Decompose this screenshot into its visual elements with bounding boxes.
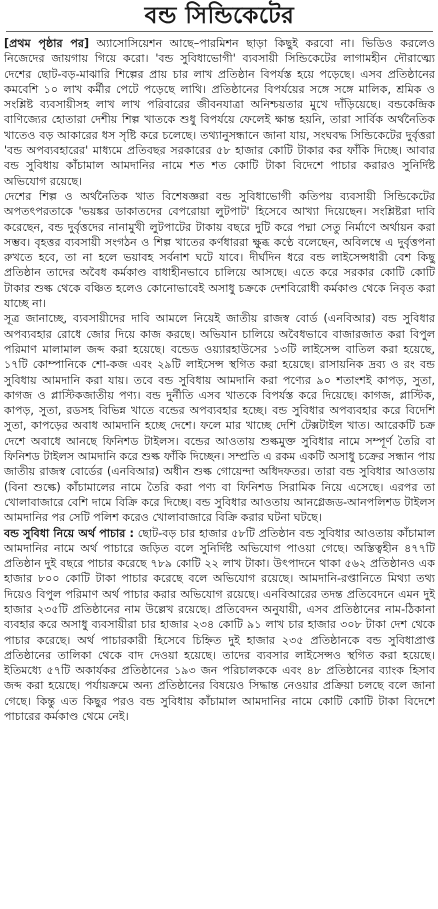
- subhead-lead: বন্ড সুবিধা নিয়ে অর্থ পাচার :: [4, 526, 134, 540]
- paragraph-3: সূত্র জানাচ্ছে, ব্যবসায়ীদের দাবি আমলে নিয়েই জাতীয় রাজস্ব বোর্ড (এনবিআর) বন্ড সুবিধার অপব্যবহার রোধে জোর দিয়ে কাজ করছে। অভিযান চালিয়ে অবৈধভাবে বাজারজাত করা বিপুল পরিমাণ মালামাল জব্দ করা হয়েছে। বন্ডেড ওয়্যারহাউসের ১৩টি লাইসেন্স বাতিল করা হয়েছে, ১৭টি কোম্পানিকে শো-কজ এবং ২৯টি লাইসেন্স স্থগিত করা হয়েছে। রাসায়নিক দ্রব্য ও রং বন্ড সুবিধায় আমদানি করা যায়। তবে বন্ড সুবিধায় আমদানি করা পণ্যের ৯০ শতাংশই কাপড়, সুতা, কাগজ ও প্লাস্টিকজাতীয় পণ্য। বন্ড দুর্নীতি এসব খাতকে বিপর্যস্ত করে দিয়েছে। কাগজ, প্লাস্টিক, কাপড়, সুতা, রডসহ বিভিন্ন খাতে বন্ডের অপব্যবহার হচ্ছে। বন্ড সুবিধার অপব্যবহার করে বিদেশি সুতা, কাপড়ের অবাধ আমদানি হচ্ছে দেশে। ফলে মার খাচ্ছে দেশি টেক্সটাইল খাত। আরেকটি চক্র দেশে অবাধে আনছে ফিনিশড টাইলস। বন্ডের আওতায় শুল্কমুক্ত সুবিধার নামে সম্পূর্ণ তৈরি বা ফিনিশড টাইলস আমদানি করে শুল্ক ফাঁকি দিচ্ছেন। সম্প্রতি এ রকম একটি অসাধু চক্রের সন্ধান পায় জাতীয় রাজস্ব বোর্ডের (এনবিআর) অধীন শুল্ক গোয়েন্দা অধিদফতর। তারা বন্ড সুবিধার আওতায় (বিনা শুল্কে) কাঁচামালের নামে তৈরি করা পণ্য বা ফিনিশড সিরামিক নিয়ে এসেছে। এরপর তা খোলাবাজারে বেশি দামে বিক্রি করে দিচ্ছে। বন্ড সুবিধার আওতায় আনগ্লেজড-আনপলিশড টাইলস আমদানির পর সেটি পলিশ করেও খোলাবাজারে বিক্রি করার ঘটনা ঘটছে।: [4, 312, 435, 525]
- paragraph-4: [4, 526, 435, 725]
- paragraph-1: [4, 36, 435, 189]
- headline: বন্ড সিন্ডিকেটের: [6, 0, 433, 32]
- paragraph-2: দেশের শিল্প ও অর্থনৈতিক খাত বিশেষজ্ঞরা বন্ড সুবিধাভোগী কতিপয় ব্যবসায়ী সিন্ডিকেটের অপতৎপরতাকে 'ভয়ঙ্কর ডাকাতদের বেপরোয়া লুটপাট' হিসেবে আখ্যা দিয়েছেন। সংশ্লিষ্টরা দাবি করেছেন, বন্ড দুর্বৃত্তদের নানামুখী লুটপাটের টাকায় বছরে দুটি করে পদ্মা সেতু নির্মাণে অর্থায়ন করা সম্ভব। বৃহত্তর ব্যবসায়ী সংগঠন ও শিল্প খাতের কর্ণধাররা ক্ষুব্ধ কণ্ঠে বলেছেন, অবিলম্বে এ দুর্বৃত্তপনা রুখতে হবে, তা না হলে ভয়াবহ সর্বনাশ ঘটে যাবে। দীর্ঘদিন ধরে বন্ড লাইসেন্সধারী বেশ কিছু প্রতিষ্ঠান তাদের অবৈধ কর্মকাণ্ড বাধাহীনভাবে চালিয়ে আসছে। এতে করে সরকার কোটি কোটি টাকার শুল্ক থেকে বঞ্চিত হলেও কোনোভাবেই অসাধু চক্রকে দেশবিরোধী কর্মকাণ্ড থেকে নিবৃত করা যাচ্ছে না।: [4, 189, 435, 311]
- paragraph-text: অ্যাসোসিয়েশন আছে–পারমিশন ছাড়া কিছুই করবো না। ভিডিও করলেও নিজেদের জায়গায় গিয়ে করো। 'বন্ড সুবিধাভোগী' ব্যবসায়ী সিন্ডিকেটের লাগামহীন দৌরাত্ম্যে দেশের ছোট-বড়-মাঝারি শিল্পের প্রায় চার লাখ প্রতিষ্ঠান বিপর্যস্ত হয়ে পড়েছে। এসব প্রতিষ্ঠানের কমবেশি ১০ লাখ কর্মীর পেটে পড়েছে লাথি। প্রতিষ্ঠানের বিপর্যয়ের সঙ্গে সঙ্গে মালিক, শ্রমিক ও সংশ্লিষ্ট ব্যবসায়ীসহ লাখ লাখ পরিবারের জীবনযাত্রা অনিশ্চয়তার মুখে দাঁড়িয়েছে। বন্ডকেন্দ্রিক বাণিজ্যের হোতারা দেশীয় শিল্প খাতকে শুধু বিপর্যয়ে ফেলেই ক্ষান্ত হয়নি, তারা সার্বিক অর্থনৈতিক খাতেও বড় আকারের ধস সৃষ্টি করে চলেছে। তথ্যানুসন্ধানে জানা যায়, সংঘবদ্ধ সিন্ডিকেটের দুর্বৃত্তরা 'বন্ড অপব্যবহারের' মাধ্যমে প্রতিবছর সরকারের ৫৮ হাজার কোটি টাকার কর ফাঁকি দিচ্ছে। আবার বন্ড সুবিধায় কাঁচামাল আমদানির নামে শত শত কোটি টাকা বিদেশে পাচার করারও সুনির্দিষ্ট অভিযোগ রয়েছে।: [4, 37, 436, 188]
- continuation-tag: [প্রথম পৃষ্ঠার পর]: [4, 37, 90, 50]
- paragraph-text: ছোট-বড় চার হাজার ৫৮টি প্রতিষ্ঠান বন্ড সুবিধার আওতায় কাঁচামাল আমদানির নামে অর্থ পাচারে জড়িত বলে সুনির্দিষ্ট অভিযোগ পাওয়া গেছে। অস্তিত্বহীন ৪৭৭টি প্রতিষ্ঠান দুই বছরে পাচার করেছে ৭৮৯ কোটি ২২ লাখ টাকা। উৎপাদনে থাকা ৫৬২ প্রতিষ্ঠানও এক হাজার ৮০০ কোটি টাকা পাচার করেছে বলে অভিযোগ রয়েছে। আমদানি-রপ্তানিতে মিথ্যা তথ্য দিয়েও বিপুল পরিমাণ অর্থ পাচার করার অভিযোগ রয়েছে। এনবিআরের তদন্ত প্রতিবেদনে এমন দুই হাজার ২৩৫টি প্রতিষ্ঠানের নাম উল্লেখ রয়েছে। প্রতিবেদন অনুযায়ী, এসব প্রতিষ্ঠানের নাম-ঠিকানা ব্যবহার করে অসাধু ব্যবসায়ীরা চার হাজার ২৩৪ কোটি ৯১ লাখ চার হাজার ৩০৮ টাকা দেশ থেকে পাচার করেছে। অর্থ পাচারকারী হিসেবে চিহ্নিত দুই হাজার ২৩৫ প্রতিষ্ঠানকে বন্ড সুবিধাপ্রাপ্ত প্রতিষ্ঠানের তালিকা থেকে বাদ দেওয়া হয়েছে। তাদের ব্যবসার লাইসেন্সও স্থগিত করা হয়েছে। ইতিমধ্যে ৫৭টি অকার্যকর প্রতিষ্ঠানের ১৯৩ জন পরিচালককে এবং ৪৮ প্রতিষ্ঠানের ব্যাংক হিসাব জব্দ করা হয়েছে। পর্যায়ক্রমে অন্য প্রতিষ্ঠানের বিষয়েও সিদ্ধান্ত নেওয়ার প্রক্রিয়া চলছে বলে জানা গেছে। কিন্তু এত কিছুর পরও বন্ড সুবিধায় কাঁচামাল আমদানির নামে কোটি কোটি টাকা বিদেশে পাচারের কর্মকাণ্ড থেমে নেই।: [4, 526, 436, 724]
- article-body: [4, 36, 435, 724]
